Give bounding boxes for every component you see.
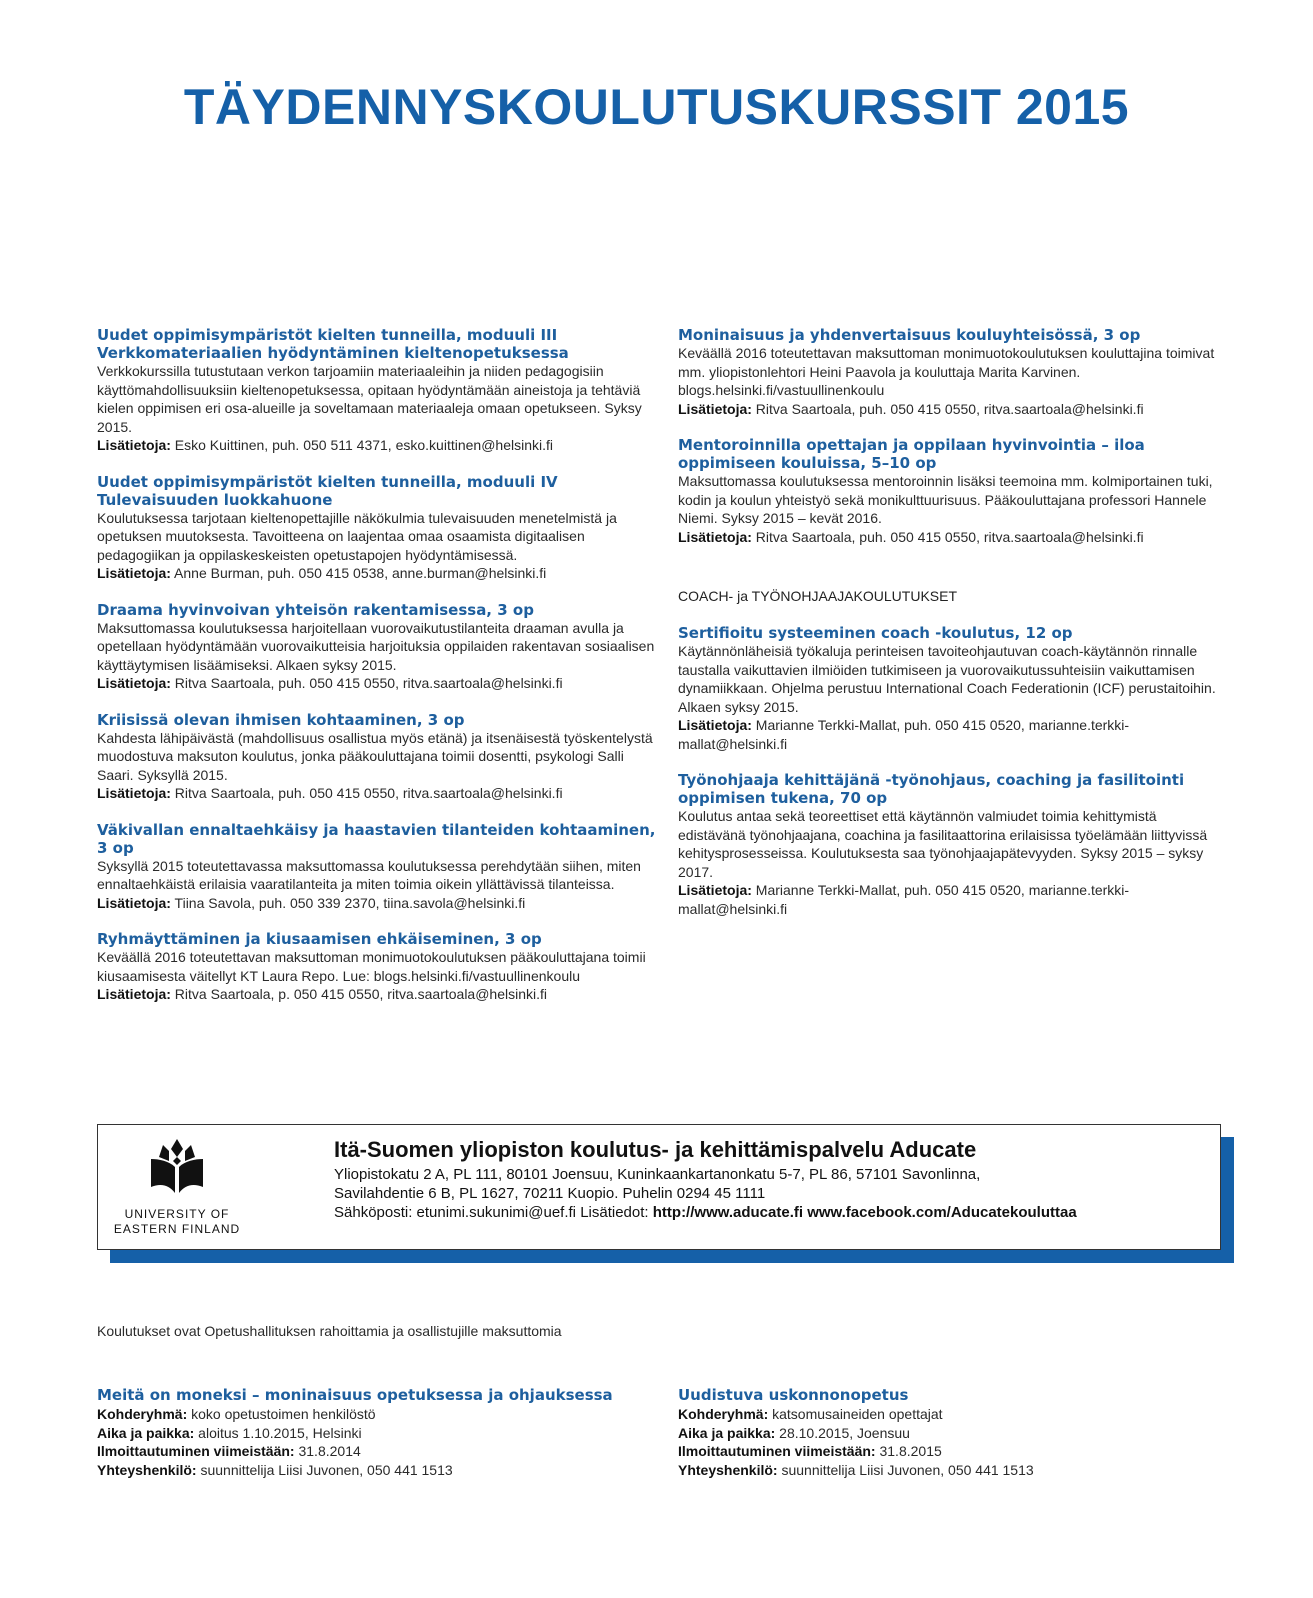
event-row-value: aloitus 1.10.2015, Helsinki <box>198 1424 362 1441</box>
course-title: Moninaisuus ja yhdenvertaisuus kouluyhteisössä, 3 op <box>678 326 1141 344</box>
course-description: Verkkokurssilla tutustutaan verkon tarjoamiin materiaaleihin ja niiden pedagogisiin käyttömahdollisuuksiin kieltenopetuksessa, opitaan hyödyntämään aineistoja ja tehtäviä kielen oppimisen eri osa-alueille ja soveltamaan materiaaleja omaan opetukseen. Syksy 2015. <box>97 363 642 435</box>
contact-value: Esko Kuittinen, puh. 050 511 4371, esko.kuittinen@helsinki.fi <box>174 437 553 453</box>
event-row-label: Yhteyshenkilö: <box>678 1461 778 1478</box>
event-row <box>97 1405 657 1424</box>
course-item <box>678 624 1228 753</box>
contact-label: Lisätietoja: <box>97 894 171 911</box>
contact-label: Lisätietoja: <box>97 675 171 691</box>
course-contact <box>678 716 1228 753</box>
coach-section-heading: COACH- ja TYÖNOHJAAJAKOULUTUKSET <box>678 588 958 604</box>
course-title: Uudet oppimisympäristöt kielten tunneilla, moduuli IV Tulevaisuuden luokkahuone <box>97 472 558 509</box>
contact-value: Ritva Saartoala, puh. 050 415 0550, ritva.saartoala@helsinki.fi <box>755 400 1144 417</box>
event-row-label: Yhteyshenkilö: <box>97 1461 197 1478</box>
contact-value: Ritva Saartoala, puh. 050 415 0550, ritva.saartoala@helsinki.fi <box>174 785 563 801</box>
course-contact <box>678 528 1228 547</box>
event-item <box>97 1386 657 1479</box>
course-description: Maksuttomassa koulutuksessa harjoitellaan vuorovaikutustilanteita draaman avulla ja opetellaan hyödyntämään vuorovaikutteisia harjoituksia oppilaiden rakentavan sosiaalisen käyttäytymisen lisäämiseksi. Alkaen syksy 2015. <box>97 619 655 673</box>
event-row-value: katsomusaineiden opettajat <box>772 1406 943 1422</box>
contact-label: Lisätietoja: <box>97 437 171 453</box>
event-row-label: Ilmoittautuminen viimeistään: <box>97 1443 295 1459</box>
banner-links[interactable]: http://www.aducate.fi www.facebook.com/Aducatekouluttaa <box>652 1204 1077 1221</box>
contact-value: Tiina Savola, puh. 050 339 2370, tiina.savola@helsinki.fi <box>174 894 526 911</box>
event-row <box>97 1424 657 1443</box>
course-item <box>97 473 657 583</box>
event-row <box>678 1405 1238 1424</box>
course-contact <box>678 400 1228 419</box>
logo-text-line1: UNIVERSITY OF <box>124 1207 230 1221</box>
course-description: Keväällä 2016 toteutettavan maksuttoman monimuotokoulutuksen pääkouluttajana toimii kiusaamisesta väitellyt KT Laura Repo. Lue: blogs.helsinki.fi/vastuullinenkoulu <box>97 949 646 984</box>
contact-value: Ritva Saartoala, p. 050 415 0550, ritva.saartoala@helsinki.fi <box>174 986 547 1002</box>
contact-label: Lisätietoja: <box>97 565 171 581</box>
contact-value: Marianne Terkki-Mallat, puh. 050 415 0520, marianne.terkki-mallat@helsinki.fi <box>678 717 1130 752</box>
course-item <box>97 821 657 913</box>
contact-value: Ritva Saartoala, puh. 050 415 0550, ritva.saartoala@helsinki.fi <box>174 675 563 691</box>
course-item <box>678 436 1228 546</box>
course-title: Kriisissä olevan ihmisen kohtaaminen, 3 op <box>97 710 465 729</box>
event-row-label: Aika ja paikka: <box>678 1424 776 1441</box>
course-contact <box>97 784 657 803</box>
event-row <box>97 1461 657 1480</box>
event-row-value: koko opetustoimen henkilöstö <box>191 1406 376 1422</box>
contact-value: Marianne Terkki-Mallat, puh. 050 415 0520, marianne.terkki-mallat@helsinki.fi <box>678 882 1130 917</box>
course-item <box>97 326 657 455</box>
logo-text-line2: EASTERN FINLAND <box>113 1222 241 1236</box>
banner-email[interactable]: Sähköposti: etunimi.sukunimi@uef.fi <box>334 1204 577 1221</box>
contact-label: Lisätietoja: <box>97 785 171 801</box>
contact-label: Lisätietoja: <box>678 528 752 545</box>
course-title: Mentoroinnilla opettajan ja oppilaan hyvinvointia – iloa oppimiseen kouluissa, 5–10 op <box>678 436 1145 472</box>
contact-value: Ritva Saartoala, puh. 050 415 0550, ritva.saartoala@helsinki.fi <box>755 528 1144 545</box>
course-item <box>97 601 657 693</box>
course-title: Sertifioitu systeeminen coach -koulutus, 12 op <box>678 624 1073 642</box>
aducate-banner <box>97 1124 1221 1250</box>
course-item <box>97 930 657 1004</box>
course-description: Syksyllä 2015 toteutettavassa maksuttomassa koulutuksessa perehdytään siihen, miten ennaltaehkäistä erilaisia vaaratilanteita ja miten toimia oikein yllättävissä tilanteissa. <box>97 857 641 892</box>
event-row-value: suunnittelija Liisi Juvonen, 050 441 1513 <box>781 1461 1034 1478</box>
banner-info-label: Lisätiedot: <box>580 1204 649 1221</box>
event-row-value: 31.8.2015 <box>879 1443 942 1459</box>
course-title: Uudet oppimisympäristöt kielten tunneilla, moduuli III Verkkomateriaalien hyödyntäminen kieltenopetuksessa <box>97 326 569 362</box>
course-contact <box>97 436 657 455</box>
event-row-value: suunnittelija Liisi Juvonen, 050 441 1513 <box>200 1461 453 1478</box>
right-course-column <box>678 326 1228 936</box>
course-title: Draama hyvinvoivan yhteisön rakentamisessa, 3 op <box>97 600 534 619</box>
banner-address-line1: Yliopistokatu 2 A, PL 111, 80101 Joensuu, Kuninkaankartanonkatu 5-7, PL 86, 57101 Savonlinna, <box>334 1166 981 1183</box>
course-contact <box>97 564 657 583</box>
course-title: Väkivallan ennaltaehkäisy ja haastavien tilanteiden kohtaaminen, 3 op <box>97 820 656 857</box>
left-course-column <box>97 326 657 1022</box>
contact-label: Lisätietoja: <box>678 400 752 417</box>
banner-text <box>334 1135 1214 1222</box>
event-row <box>678 1461 1238 1480</box>
course-description: Maksuttomassa koulutuksessa mentoroinnin lisäksi teemoina mm. kolmiportainen tuki, kodin ja koulun yhteistyö sekä monikulttuurisuus. Pääkouluttajana professori Hannele Niemi. Syksy 2015 – kevät 2016. <box>678 473 1213 526</box>
event-row-label: Aika ja paikka: <box>97 1424 195 1441</box>
course-contact <box>97 674 657 693</box>
event-row <box>678 1442 1238 1461</box>
contact-label: Lisätietoja: <box>678 882 752 898</box>
course-description: Kahdesta lähipäivästä (mahdollisuus osallistua myös etänä) ja itsenäisestä työskentelystä muodostuva maksuton koulutus, jonka pääkouluttajana toimii dosentti, psykologi Salli Saari. Syksyllä 2015. <box>97 729 653 783</box>
event-item <box>678 1386 1238 1479</box>
course-title: Ryhmäyttäminen ja kiusaamisen ehkäiseminen, 3 op <box>97 930 542 948</box>
contact-value: Anne Burman, puh. 050 415 0538, anne.burman@helsinki.fi <box>174 565 547 581</box>
course-description: Käytännönläheisiä työkaluja perinteisen tavoiteohjautuvan coach-käytännön rinnalle taustalla vaikuttavien ilmiöiden tutkimiseen ja vuorovaikutussuhteisiin vaikuttamisen dynamiikkaan. Ohjelma perustuu International Coach Federationin (ICF) perustaitoihin. Alkaen syksy 2015. <box>678 643 1216 715</box>
event-row-label: Kohderyhmä: <box>678 1406 769 1422</box>
course-contact <box>678 881 1228 918</box>
page-title: TÄYDENNYSKOULUTUSKURSSIT 2015 <box>183 79 1130 135</box>
course-description: Koulutus antaa sekä teoreettiset että käytännön valmiudet toimia kehittymistä edistävänä työnohjaajana, coachina ja fasilitaattorina erilaisissa työelämään liittyvissä kehitysprosesseissa. Koulutuksesta saa työnohjaajapätevyyden. Syksy 2015 – syksy 2017. <box>678 808 1208 880</box>
banner-contact-line <box>334 1203 1214 1222</box>
course-title: Työnohjaaja kehittäjänä -työnohjaus, coaching ja fasilitointi oppimisen tukena, 70 op <box>678 771 1185 807</box>
contact-label: Lisätietoja: <box>97 986 171 1002</box>
event-title: Uudistuva uskonnonopetus <box>678 1386 909 1404</box>
course-description: Keväällä 2016 toteutettavan maksuttoman monimuotokoulutuksen kouluttajina toimivat mm. yliopistonlehtori Heini Paavola ja kouluttaja Marita Karvinen. blogs.helsinki.fi/vastuullinenkoulu <box>678 345 1215 398</box>
funding-note: Koulutukset ovat Opetushallituksen rahoittamia ja osallistujille maksuttomia <box>97 1323 562 1339</box>
event-title: Meitä on moneksi – moninaisuus opetuksessa ja ohjauksessa <box>97 1386 613 1404</box>
event-row <box>678 1424 1238 1443</box>
event-row-label: Ilmoittautuminen viimeistään: <box>678 1443 876 1459</box>
banner-address-line2: Savilahdentie 6 B, PL 1627, 70211 Kuopio. Puhelin 0294 45 1111 <box>334 1185 766 1202</box>
uef-logo <box>112 1135 242 1235</box>
contact-label: Lisätietoja: <box>678 717 752 733</box>
banner-title: Itä-Suomen yliopiston koulutus- ja kehittämispalvelu Aducate <box>334 1137 977 1162</box>
event-row-label: Kohderyhmä: <box>97 1406 188 1422</box>
event-row-value: 28.10.2015, Joensuu <box>779 1424 910 1441</box>
uef-logo-icon <box>145 1135 209 1199</box>
event-row <box>97 1442 657 1461</box>
course-description: Koulutuksessa tarjotaan kieltenopettajille näkökulmia tulevaisuuden menetelmistä ja opetuksen muutoksesta. Tavoitteena on laajentaa omaa osaamista digitaalisen pedagogiikan ja oppilaskeskeisten opetustapojen hyödyntämisessä. <box>97 509 617 563</box>
course-contact <box>97 894 657 913</box>
course-contact <box>97 985 657 1004</box>
course-item <box>678 771 1228 918</box>
course-item <box>678 326 1228 418</box>
course-item <box>97 711 657 803</box>
event-row-value: 31.8.2014 <box>298 1443 361 1459</box>
